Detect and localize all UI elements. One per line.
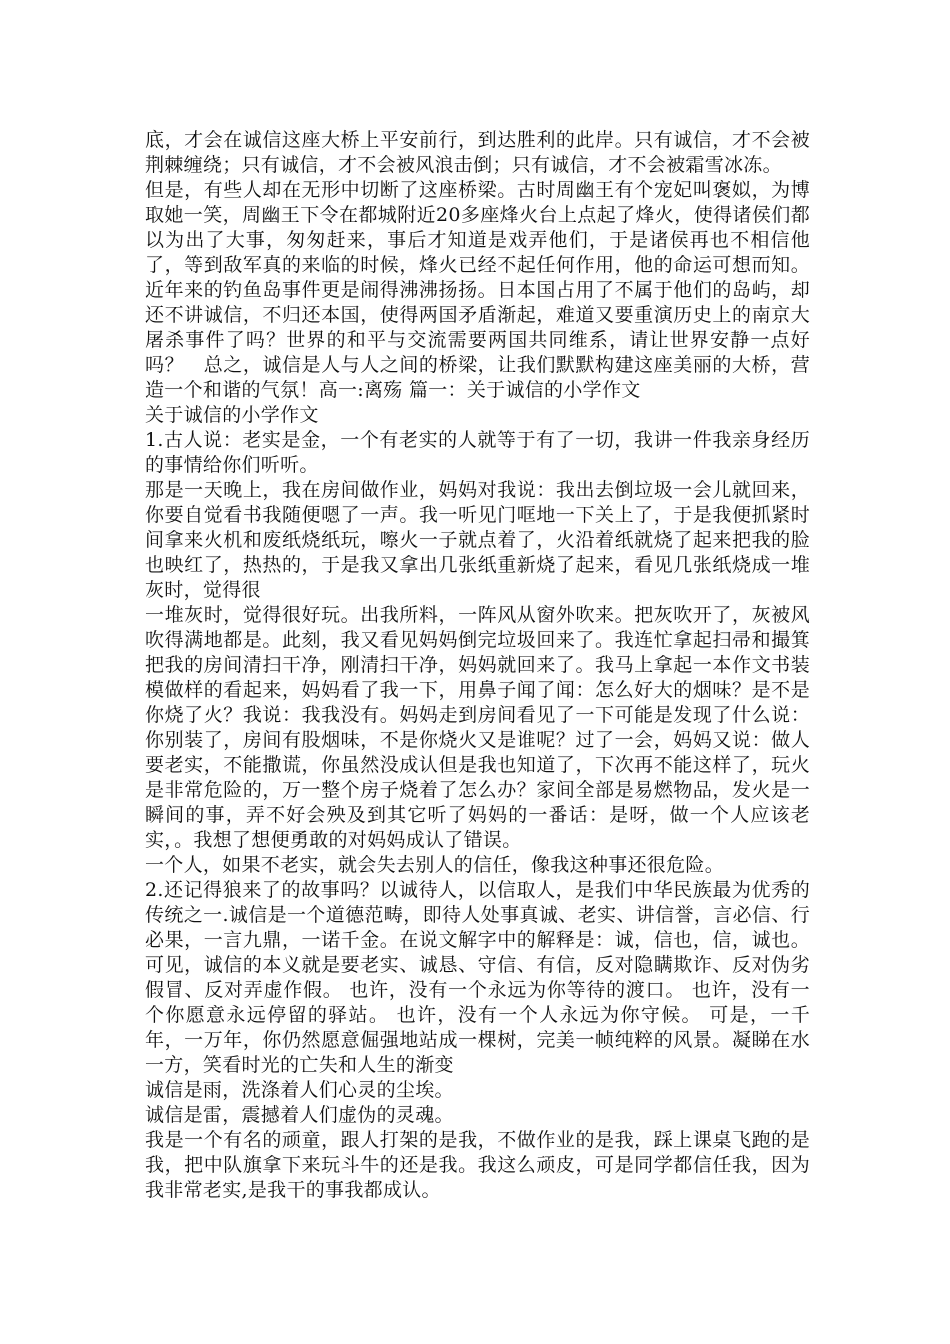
essay-title: 关于诚信的小学作文 — [145, 404, 319, 426]
paragraph-naughty-kid: 我是一个有名的顽童，跟人打架的是我，不做作业的是我，踩上课桌飞跑的是我，把中队旗拿下来玩斗牛的还是我。我这么顽皮，可是同学都信任我，因为我非常老实,是我干的事我都成认。 — [145, 1129, 810, 1201]
paragraph-integrity-rain: 诚信是雨，洗涤着人们心灵的尘埃。 — [145, 1079, 454, 1101]
paragraph-lose-trust: 一个人，如果不老实，就会失去别人的信任，像我这种事还很危险。 — [145, 854, 725, 876]
paragraph-honesty-gold: 1.古人说：老实是金，一个有老实的人就等于有了一切，我讲一件我亲身经历的事情给你们听听。 — [145, 429, 810, 476]
paragraph-wolf-story: 2.还记得狼来了的故事吗？以诚待人，以信取人，是我们中华民族最为优秀的传统之一.诚信是一个道德范畴，即待人处事真诚、老实、讲信誉，言必信、行必果，一言九鼎，一诺千金。在说文解字中的解释是：诚，信也，信，诚也。可见，诚信的本义就是要老实、诚恳、守信、有信，反对隐瞒欺诈、反对伪劣假冒、反对弄虚作假。 也许，没有一个永远为你等待的渡口。 也许，没有一个你愿意永远停留的驿站。 也许，没有一个人永远为你守候。 可是，一千年，一万年，你仍然愿意倔强地站成一棵树，完美一帧纯粹的风景。凝睇在水一方，笑看时光的亡失和人生的渐变 — [145, 879, 810, 1076]
paragraph-burning-paper: 那是一天晚上，我在房间做作业，妈妈对我说：我出去倒垃圾一会儿就回来，你要自觉看书我随便嗯了一声。我一听见门哐地一下关上了，于是我便抓紧时间拿来火机和废纸烧纸玩，嚓火一子就点着了，火沿着纸就烧了起来把我的脸也映红了，热热的，于是我又拿出几张纸重新烧了起来，看见几张纸烧成一堆灰时，觉得很 — [145, 479, 810, 601]
paragraph-king-you-story: 但是，有些人却在无形中切断了这座桥梁。古时周幽王有个宠妃叫褒姒，为博取她一笑，周幽王下令在都城附近20多座烽火台上点起了烽火，使得诸侯们都以为出了大事，匆匆赶来，事后才知道是戏弄他们，于是诸侯再也不相信他了，等到敌军真的来临的时候，烽火已经不起任何作用，他的命运可想而知。近年来的钓鱼岛事件更是闹得沸沸扬扬。日本国占用了不属于他们的岛屿，却还不讲诚信，不归还本国，使得两国矛盾渐起，难道又要重演历史上的南京大屠杀事件了吗？世界的和平与交流需要两国共同维系，请让世界安静一点好吗？ 总之，诚信是人与人之间的桥梁，让我们默默构建这座美丽的大桥，营造一个和谐的气氛！高一:离殇 篇一：关于诚信的小学作文 — [145, 179, 810, 401]
paragraph-integrity-thunder: 诚信是雷，震撼着人们虚伪的灵魂。 — [145, 1104, 454, 1126]
paragraph-integrity-bridge: 底，才会在诚信这座大桥上平安前行，到达胜利的此岸。只有诚信，才不会被荆棘缠绕；只有诚信，才不会被风浪击倒；只有诚信，才不会被霜雪冰冻。 — [145, 129, 810, 176]
paragraph-mother-returns: 一堆灰时，觉得很好玩。出我所料，一阵风从窗外吹来。把灰吹开了，灰被风吹得满地都是。此刻，我又看见妈妈倒完垃圾回来了。我连忙拿起扫帚和撮箕把我的房间清扫干净，刚清扫干净，妈妈就回来了。我马上拿起一本作文书装模做样的看起来，妈妈看了我一下，用鼻子闻了闻：怎么好大的烟味？是不是你烧了火？我说：我我没有。妈妈走到房间看见了一下可能是发现了什么说：你别装了，房间有股烟味，不是你烧火又是谁呢？过了一会，妈妈又说：做人要老实，不能撒谎，你虽然没成认但是我也知道了，下次再不能这样了，玩火是非常危险的，万一整个房子烧着了怎么办？家间全部是易燃物品，发火是一瞬间的事，弄不好会殃及到其它听了妈妈的一番话：是呀，做一个人应该老实，。我想了想便勇敢的对妈妈成认了错误。 — [145, 604, 810, 851]
document-page — [145, 128, 810, 1203]
